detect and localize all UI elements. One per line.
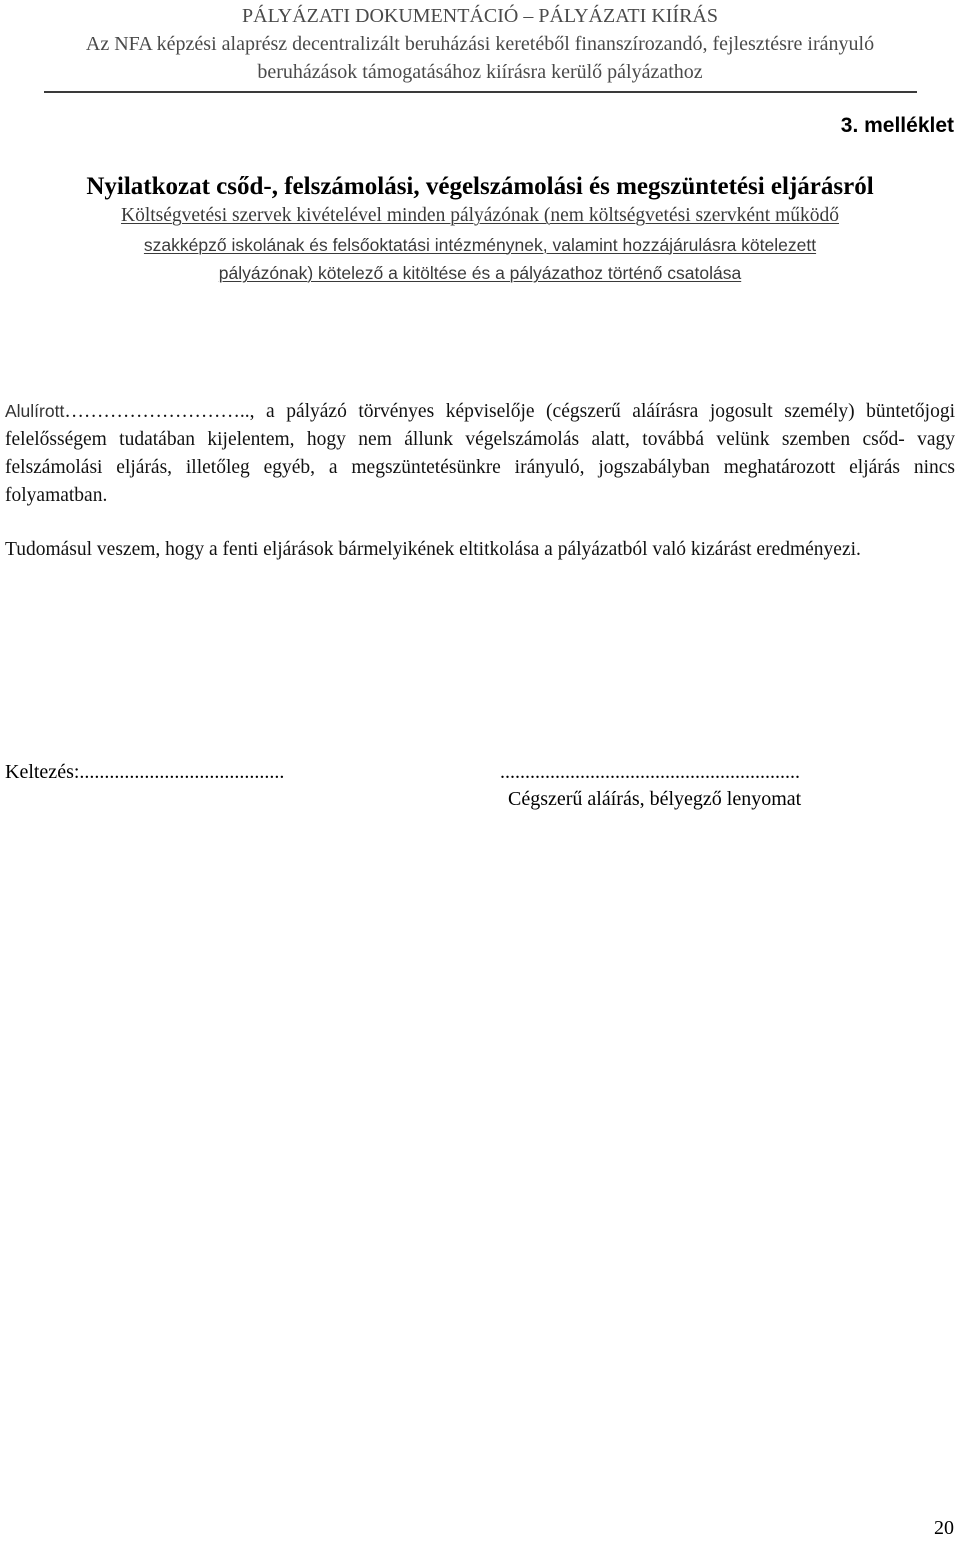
subtitle-line-1-text: Költségvetési szervek kivételével minden pályázónak (nem költségvetési szervként működő (120, 205, 840, 226)
header-divider (44, 91, 917, 93)
document-header (0, 0, 960, 86)
subtitle-line-3 (20, 259, 940, 288)
header-line-1: PÁLYÁZATI DOKUMENTÁCIÓ – PÁLYÁZATI KIÍRÁS (242, 5, 718, 27)
subtitle-line-2 (20, 231, 940, 260)
acknowledgement-paragraph: Tudomásul veszem, hogy a fenti eljárások bármelyikének eltitkolása a pályázatból való kizárást eredményezi. (5, 539, 861, 560)
declaration-lead: Alulírott (5, 401, 65, 421)
document-subtitle (20, 201, 940, 288)
document-title: Nyilatkozat csőd-, felszámolási, végelszámolási és megszüntetési eljárásról (86, 173, 874, 200)
header-line-3: beruházások támogatásához kiírásra kerülő pályázathoz (257, 61, 703, 83)
subtitle-line-2-text: szakképző iskolának és felsőoktatási intézménynek, valamint hozzájárulásra kötelezett (143, 234, 817, 255)
annex-label: 3. melléklet (840, 114, 954, 137)
subtitle-line-3-text: pályázónak) kötelező a kitöltése és a pályázathoz történő csatolása (218, 263, 742, 283)
signature-line: ............................................................ (500, 761, 800, 783)
header-line-2: Az NFA képzési alaprész decentralizált beruházási keretéből finanszírozandó, fejlesztésre irányuló (85, 33, 875, 55)
declaration-text: ……………………….., a pályázó törvényes képviselője (cégszerű aláírásra jogosult személy) büntetőjogi felelősségem tudatában kijelentem, hogy nem állunk végelszámolás alatt, továbbá velünk szemben csőd- vagy felszámolási eljárás, illetőleg egyéb, a megszüntetésünkre irányuló, jogszabályban meghatározott eljárás nincs folyamatban. (5, 401, 955, 506)
subtitle-line-1 (20, 201, 940, 231)
date-field: Keltezés:......................................... (5, 761, 285, 783)
declaration-paragraph (5, 397, 955, 510)
page-number: 20 (934, 1517, 954, 1539)
signature-caption: Cégszerű aláírás, bélyegző lenyomat (508, 788, 802, 810)
